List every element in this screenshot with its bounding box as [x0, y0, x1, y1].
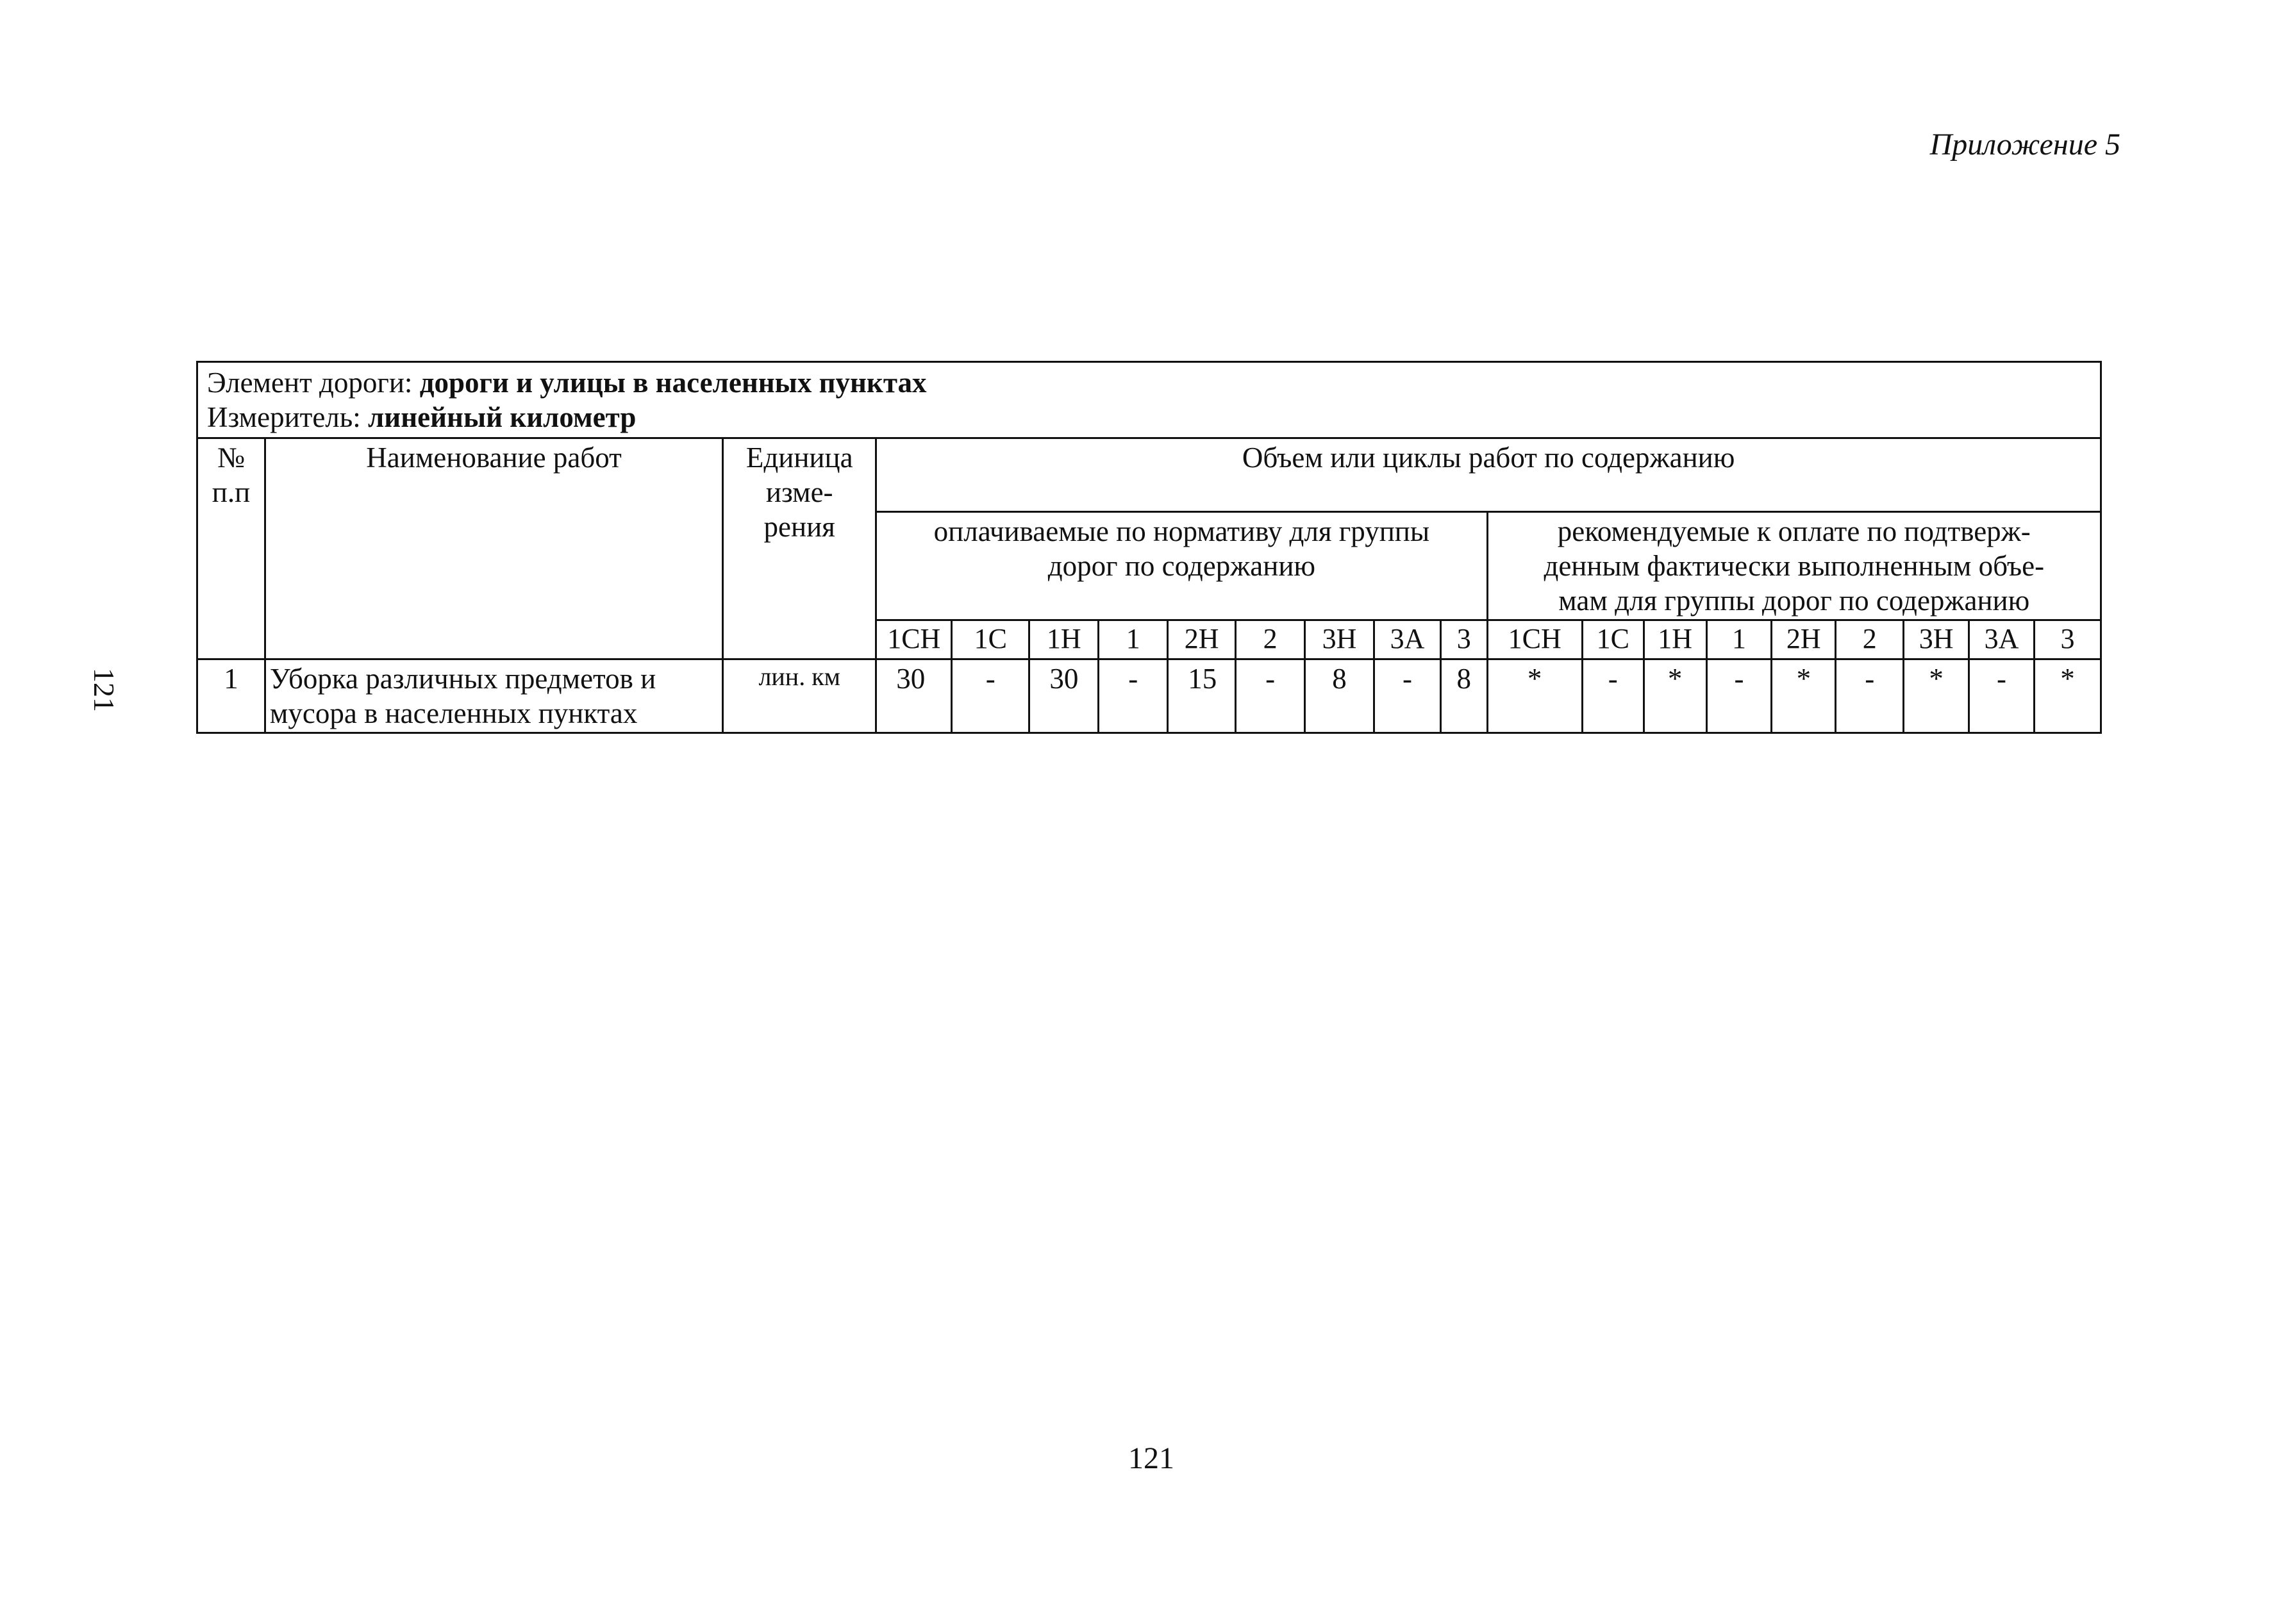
col-unit-line3: рения	[763, 511, 835, 543]
row-value: -	[1374, 659, 1441, 733]
element-value: дороги и улицы в населенных пунктах	[419, 367, 927, 399]
appendix-label: Приложение 5	[1929, 128, 2120, 162]
row-value: *	[1644, 659, 1706, 733]
group-rec-line3: мам для группы дорог по содержанию	[1558, 584, 2030, 617]
col-num-line1: №	[217, 442, 245, 474]
group-rec-line1: рекомендуемые к оплате по подтверж-	[1557, 515, 2031, 547]
row-value: *	[2034, 659, 2101, 733]
row-value: 30	[876, 659, 952, 733]
group-code: 3	[1440, 620, 1487, 659]
meter-line	[207, 400, 2091, 435]
row-value: 30	[1029, 659, 1099, 733]
row-value: *	[1772, 659, 1836, 733]
group-code: 2Н	[1772, 620, 1836, 659]
row-value: -	[952, 659, 1029, 733]
col-num-header	[197, 438, 265, 659]
element-label: Элемент дороги:	[207, 367, 413, 399]
col-name-header: Наименование работ	[265, 438, 722, 659]
row-value: -	[1236, 659, 1305, 733]
row-value: 8	[1305, 659, 1374, 733]
group-code: 1СН	[876, 620, 952, 659]
element-line	[207, 365, 2091, 400]
group-code: 3А	[1374, 620, 1441, 659]
row-name	[265, 659, 722, 733]
row-value: *	[1904, 659, 1969, 733]
row-name-line2: мусора в населенных пунктах	[269, 697, 638, 729]
row-value: 15	[1168, 659, 1236, 733]
page-number: 121	[1128, 1441, 1174, 1475]
group-code: 1Н	[1644, 620, 1706, 659]
group-paid-line1: оплачиваемые по нормативу для группы	[933, 515, 1430, 547]
col-unit-header	[723, 438, 876, 659]
meter-label: Измеритель:	[207, 401, 361, 433]
col-volume-header: Объем или циклы работ по содержанию	[876, 438, 2101, 512]
group-code: 3А	[1969, 620, 2035, 659]
row-value: *	[1487, 659, 1582, 733]
group-code: 1С	[952, 620, 1029, 659]
group-code: 1Н	[1029, 620, 1099, 659]
group-paid-line2: дорог по содержанию	[1047, 550, 1316, 582]
group-code: 3	[2034, 620, 2101, 659]
row-value: -	[1969, 659, 2035, 733]
group-code: 2Н	[1168, 620, 1236, 659]
row-unit: лин. км	[723, 659, 876, 733]
row-value: -	[1706, 659, 1772, 733]
group-rec-line2: денным фактически выполненным объе-	[1544, 550, 2045, 582]
col-unit-line1: Единица	[745, 442, 853, 474]
row-value: -	[1836, 659, 1904, 733]
group-recommended-header	[1487, 512, 2101, 620]
table-row	[197, 659, 2101, 733]
group-code: 1С	[1582, 620, 1644, 659]
group-code: 1	[1706, 620, 1772, 659]
group-paid-header	[876, 512, 1487, 620]
row-name-line1: Уборка различных предметов и	[269, 663, 656, 695]
group-code: 1СН	[1487, 620, 1582, 659]
col-unit-line2: изме-	[765, 476, 833, 508]
col-num-line2: п.п	[212, 476, 251, 508]
group-code: 3Н	[1305, 620, 1374, 659]
group-code: 1	[1099, 620, 1168, 659]
meter-value: линейный километр	[368, 401, 637, 433]
row-num: 1	[197, 659, 265, 733]
row-value: -	[1582, 659, 1644, 733]
group-code: 3Н	[1904, 620, 1969, 659]
table-header	[197, 362, 2101, 438]
side-page-number: 121	[88, 668, 121, 712]
row-value: -	[1099, 659, 1168, 733]
group-code: 2	[1236, 620, 1305, 659]
row-value: 8	[1440, 659, 1487, 733]
works-table	[196, 361, 2102, 734]
group-code: 2	[1836, 620, 1904, 659]
